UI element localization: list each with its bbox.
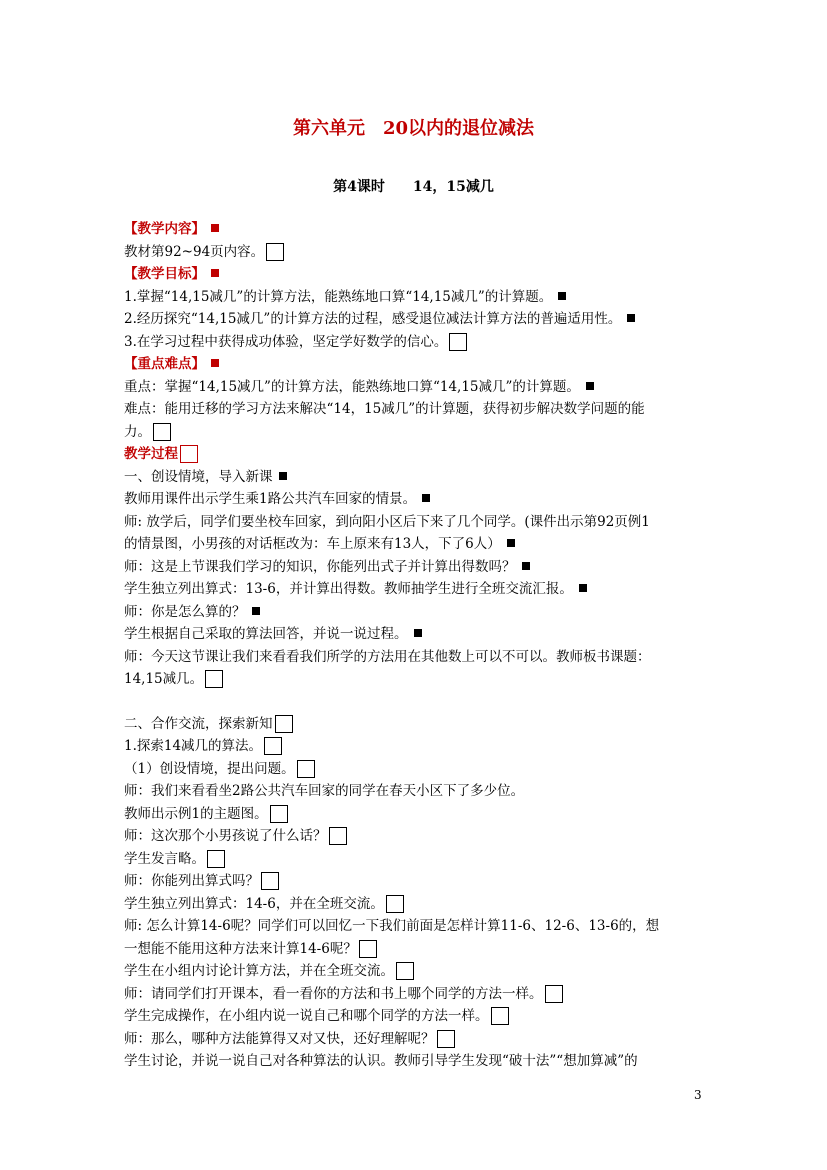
process-heading-1: 一、创设情境，导入新课: [124, 468, 273, 485]
document-body: [124, 218, 708, 1073]
process-line: 学生发言略。: [124, 850, 205, 867]
process-line: 师：我们来看看坐2路公共汽车回家的同学在春天小区下了多少位。: [124, 783, 525, 799]
page-number: 3: [694, 1088, 702, 1102]
checkbox-square-icon: [266, 243, 284, 261]
square-bullet-icon: [211, 224, 219, 232]
process-line: 14,15减几。: [124, 671, 204, 687]
section-heading-goals: 【教学目标】: [124, 266, 205, 282]
process-line: 学生完成操作，在小组内说一说自己和哪个同学的方法一样。: [124, 1008, 489, 1024]
square-bullet-icon: [627, 314, 635, 322]
checkbox-square-icon: [545, 985, 563, 1003]
square-bullet-icon: [211, 269, 219, 277]
process-line: 一想能不能用这种方法来计算14-6呢？: [124, 940, 357, 957]
square-bullet-icon: [414, 629, 422, 637]
section-heading-key: 【重点难点】: [124, 356, 205, 372]
content-text: 教材第92~94页内容。: [124, 243, 265, 260]
key-line: 难点：能用迁移的学习方法来解决“14，15减几”的计算题，获得初步解决数学问题的能: [124, 401, 645, 417]
process-line: 学生讨论，并说一说自己对各种算法的认识。教师引导学生发现“破十法”“想加算减”的: [124, 1053, 638, 1069]
checkbox-square-icon: [386, 895, 404, 913]
process-line: 的情景图，小男孩的对话框改为：车上原来有13人，下了6人）: [124, 536, 501, 552]
process-line: 师：你能列出算式吗？: [124, 873, 259, 889]
process-line: 学生根据自己采取的算法回答，并说一说过程。: [124, 626, 408, 642]
page-title: 第六单元 20以内的退位减法: [292, 118, 535, 139]
process-line: 教师出示例1的主题图。: [124, 805, 268, 822]
process-line: 学生独立列出算式：14-6，并在全班交流。: [124, 895, 384, 912]
checkbox-square-icon: [207, 850, 225, 868]
square-bullet-icon: [279, 472, 287, 480]
checkbox-square-icon: [396, 962, 414, 980]
checkbox-square-icon: [205, 670, 223, 688]
section-heading-process: 教学过程: [124, 446, 178, 462]
checkbox-square-icon: [449, 333, 467, 351]
process-line: 学生独立列出算式：13-6，并计算出得数。教师抽学生进行全班交流汇报。: [124, 581, 573, 597]
square-bullet-icon: [422, 494, 430, 502]
process-line: 师：今天这节课让我们来看看我们所学的方法用在其他数上可以不可以。教师板书课题：: [124, 648, 651, 665]
checkbox-square-icon: [264, 737, 282, 755]
process-line: 师：这次那个小男孩说了什么话？: [124, 828, 327, 844]
square-bullet-icon: [522, 562, 530, 570]
process-line: 1.探索14减几的算法。: [124, 738, 263, 754]
key-line: 力。: [124, 423, 151, 440]
checkbox-square-icon: [359, 940, 377, 958]
process-line: 师: 怎么计算14-6呢？同学们可以回忆一下我们前面是怎样计算11-6、12-6、13-6的，想: [124, 918, 660, 934]
square-bullet-icon: [579, 584, 587, 592]
checkbox-square-icon: [261, 872, 279, 890]
process-line: （1）创设情境，提出问题。: [124, 760, 295, 777]
square-bullet-icon: [252, 607, 260, 615]
checkbox-square-icon: [275, 715, 293, 733]
checkbox-square-icon: [491, 1007, 509, 1025]
goal-line: 3.在学习过程中获得成功体验，坚定学好数学的信心。: [124, 333, 448, 350]
square-bullet-icon: [211, 359, 219, 367]
checkbox-square-icon: [329, 827, 347, 845]
square-bullet-icon: [558, 292, 566, 300]
goal-line: 1.掌握“14,15减几”的计算方法，能熟练地口算“14,15减几”的计算题。: [124, 288, 553, 305]
square-bullet-icon: [507, 539, 515, 547]
process-line: 教师用课件出示学生乘1路公共汽车回家的情景。: [124, 491, 417, 507]
section-heading-content: 【教学内容】: [124, 221, 205, 237]
process-line: 师：你是怎么算的？: [124, 603, 246, 620]
checkbox-square-icon: [297, 760, 315, 778]
process-line: 师：请同学们打开课本，看一看你的方法和书上哪个同学的方法一样。: [124, 985, 543, 1002]
process-heading-2: 二、合作交流，探索新知: [124, 715, 273, 732]
checkbox-square-icon: [180, 445, 198, 463]
checkbox-square-icon: [153, 423, 171, 441]
process-line: 学生在小组内讨论计算方法，并在全班交流。: [124, 963, 394, 979]
process-line: 师：这是上节课我们学习的知识，你能列出式子并计算出得数吗？: [124, 558, 516, 575]
square-bullet-icon: [586, 382, 594, 390]
lesson-subtitle: 第4课时 14，15减几: [333, 179, 494, 195]
process-line: 师: 放学后，同学们要坐校车回家，到向阳小区后下来了几个同学。(课件出示第92页例1: [124, 513, 650, 530]
checkbox-square-icon: [437, 1030, 455, 1048]
goal-line: 2.经历探究“14,15减几”的计算方法的过程，感受退位减法计算方法的普遍适用性。: [124, 311, 622, 327]
checkbox-square-icon: [270, 805, 288, 823]
key-line: 重点：掌握“14,15减几”的计算方法，能熟练地口算“14,15减几”的计算题。: [124, 378, 580, 395]
process-line: 师：那么，哪种方法能算得又对又快，还好理解呢？: [124, 1030, 435, 1047]
